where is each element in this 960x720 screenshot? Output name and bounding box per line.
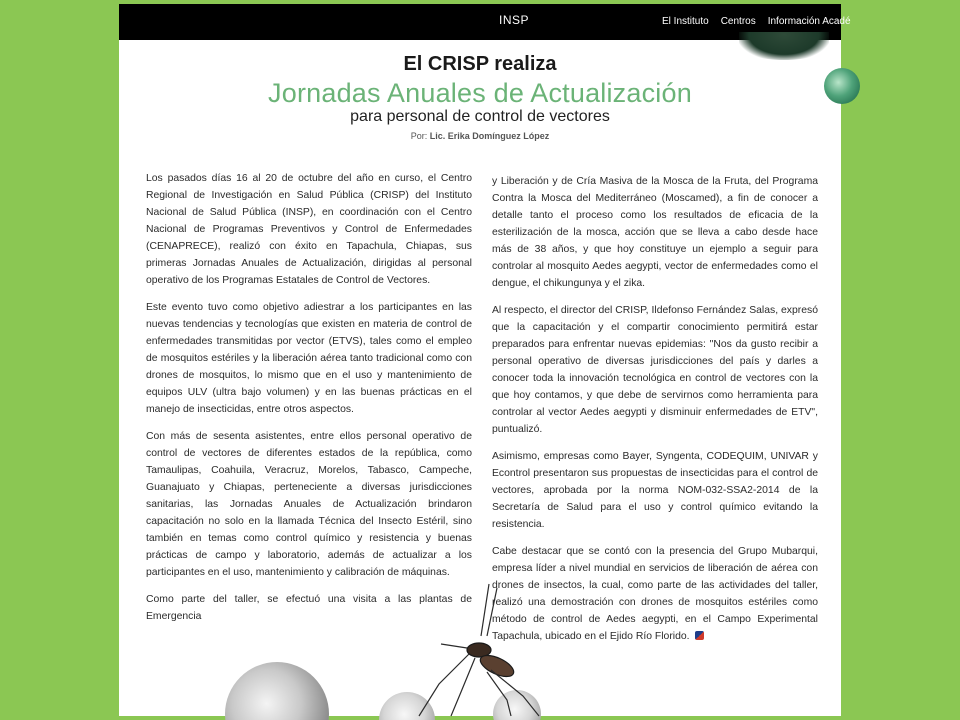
paragraph: Al respecto, el director del CRISP, Ildefonso Fernández Salas, expresó que la capacitación y el compartir conocimiento permitirá estar preparados para enfrentar nuevas epidemias: "Nos da gusto recibir a personal operativo de diversas jurisdicciones del país y darles a conocer toda la innovación tecnológica en control de vectores con la que hoy contamos, y que debe de servirnos como herramienta para controlar al vector Aedes aegypti y disminuir enfermedades de ETV", puntualizó. (492, 305, 818, 435)
article-title: El CRISP realiza (403, 53, 557, 75)
article-page (119, 4, 851, 716)
cell-illustration (379, 692, 435, 720)
insp-brand-link[interactable]: INSP (499, 13, 530, 27)
paragraph: Como parte del taller, se efectuó una visita a las plantas de Emergencia (146, 594, 472, 622)
cell-illustration (493, 690, 541, 720)
paragraph: Los pasados días 16 al 20 de octubre del año en curso, el Centro Regional de Investigación en Salud Pública (CRISP) del Instituto Nacional de Salud Pública (INSP), en coordinación con el Centro Nacional de Programas Preventivos y Control de Enfermedades (CENAPRECE), realizó con éxito en Tapachula, Chiapas, sus primeras Jornadas Anuales de Actualización, dirigidas al personal operativo de los Programas Estatales de Control de Vectores. (146, 173, 472, 286)
cell-illustration (225, 662, 329, 720)
byline-prefix: Por: (410, 131, 428, 141)
top-navigation-bar (119, 4, 851, 40)
paragraph: Con más de sesenta asistentes, entre ellos personal operativo de control de vectores de diferentes estados de la república, como Tamaulipas, Coahuila, Veracruz, Morelos, Tabasco, Campeche, Guanajuato y Chiapas, perteneciente a diversas jurisdicciones sanitarias, las Jornadas Anuales de Actualización brindaron capacitación no solo en la llamada Técnica del Insecto Estéril, sino también en temas como control químico y resistencia y buenas prácticas de campo y laboratorio, además de actualizar a los participantes en el uso, mantenimiento y calibración de máquinas. (146, 431, 472, 578)
nav-centros[interactable]: Centros (720, 16, 756, 27)
mosquito-and-cells-illustration (119, 574, 841, 716)
byline-author: Lic. Erika Domínguez López (429, 131, 550, 141)
paragraph: y Liberación y de Cría Masiva de la Mosca de la Fruta, del Programa Contra la Mosca del Mediterráneo (Moscamed), a fin de conocer a detalle tanto el proceso como los resultados de eficacia de la esterilización de la mosca, acción que se lleva a cabo desde hace más de 38 años, y que hoy constituye un ejemplo a seguir para controlar al mosquito Aedes aegypti, vector de enfermedades como el dengue, el chikungunya y el zika. (492, 176, 818, 289)
article-byline (119, 131, 841, 141)
nav-informacion-academica[interactable]: Información Acadé (767, 16, 851, 27)
article-subtitle: Jornadas Anuales de Actualización (268, 78, 692, 108)
article-tagline: para personal de control de vectores (350, 108, 610, 125)
paragraph-text: Cabe destacar que se contó con la presencia del Grupo Mubarqui, empresa líder a nivel mundial en servicios de liberación de aérea con drones de insectos, la cual, como parte de las actividades del taller, realizó una demostración con drones de mosquitos estériles como método de control de Aedes aegypti, en el Campo Experimental Tapachula, ubicado en el Ejido Río Florido. (492, 546, 818, 642)
article-left-column (146, 170, 472, 635)
paragraph: Este evento tuvo como objetivo adiestrar a los participantes en las nuevas tendencias y tecnologías que existen en materia de control de enfermedades transmitidas por vector (ETVS), tales como el empleo de mosquitos estériles y la liberación aérea tanto tradicional como con drones de mosquitos, lo mismo que en el uso y mantenimiento de equipos ULV (ultra bajo volumen) y en las buenas prácticas en el manejo de insecticidas, entre otros aspectos. (146, 302, 472, 415)
main-nav (662, 16, 851, 27)
paragraph: Asimismo, empresas como Bayer, Syngenta, CODEQUIM, UNIVAR y Econtrol presentaron sus propuestas de insecticidas para el control de vectores, aprobada por la norma NOM-032-SSA2-2014 de la Secretaría de Salud para el uso y control químico evitando la resistencia. (492, 451, 818, 530)
nav-el-instituto[interactable]: El Instituto (662, 16, 709, 27)
